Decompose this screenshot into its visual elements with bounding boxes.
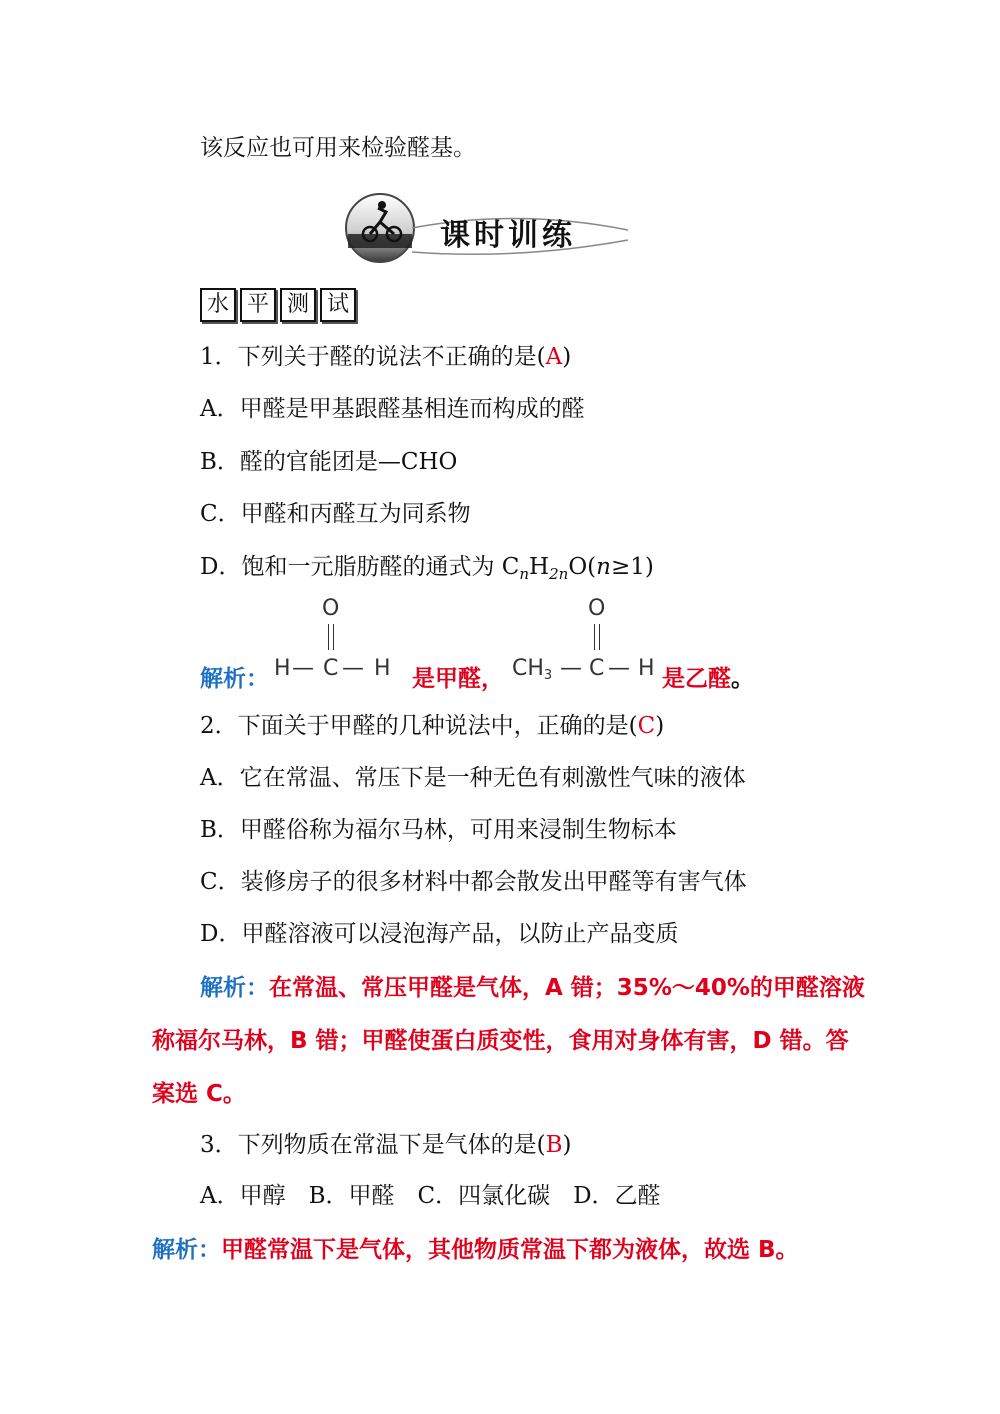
q1-analysis-end: 是乙醛。 [662, 666, 754, 692]
level-char: 测 [280, 288, 316, 322]
q2-analysis-line3: 案选 C。 [152, 1081, 246, 1107]
q2-stem: 2．下面关于甲醛的几种说法中，正确的是(C) [200, 713, 665, 739]
q3-options: A．甲醇 B．甲醛 C．四氯化碳 D．乙醛 [200, 1183, 661, 1209]
q1-option-d: D．饱和一元脂肪醛的通式为 $C_nH_{2n}O(n\ge 1)$ [200, 554, 654, 583]
q1-analysis-mid: 是甲醛， [412, 666, 504, 692]
level-char: 试 [320, 288, 356, 322]
level-char: 水 [200, 288, 236, 322]
q3-analysis: 解析：甲醛常温下是气体，其他物质常温下都为液体，故选 B。 [152, 1237, 799, 1263]
q2-option-b: B．甲醛俗称为福尔马林，可用来浸制生物标本 [200, 817, 677, 843]
q1-analysis-label: 解析： [200, 666, 269, 692]
level-test-heading [200, 288, 356, 322]
intro-text: 该反应也可用来检验醛基。 [200, 135, 476, 161]
q2-option-c: C．装修房子的很多材料中都会散发出甲醛等有害气体 [200, 869, 747, 895]
section-title: 课时训练 [440, 218, 576, 253]
q1-stem: 1．下列关于醛的说法不正确的是(A) [200, 344, 572, 370]
q1-answer: A [545, 344, 563, 370]
q2-analysis-line2: 称福尔马林，B 错；甲醛使蛋白质变性，食用对身体有害，D 错。答 [152, 1028, 849, 1054]
q1-option-b: B．醛的官能团是—CHO [200, 449, 458, 475]
q1-option-c: C．甲醛和丙醛互为同系物 [200, 501, 471, 527]
q3-answer: B [545, 1132, 563, 1158]
level-char: 平 [240, 288, 276, 322]
q2-analysis-line1: 解析：在常温、常压甲醛是气体，A 错；35%～40%的甲醛溶液 [200, 975, 865, 1001]
q3-stem: 3．下列物质在常温下是气体的是(B) [200, 1132, 572, 1158]
section-banner [338, 190, 638, 270]
q2-answer: C [637, 713, 656, 739]
q2-option-a: A．它在常温、常压下是一种无色有刺激性气味的液体 [200, 765, 746, 791]
q1-option-a: A．甲醛是甲基跟醛基相连而构成的醛 [200, 396, 585, 422]
q2-option-d: D．甲醛溶液可以浸泡海产品，以防止产品变质 [200, 921, 679, 947]
